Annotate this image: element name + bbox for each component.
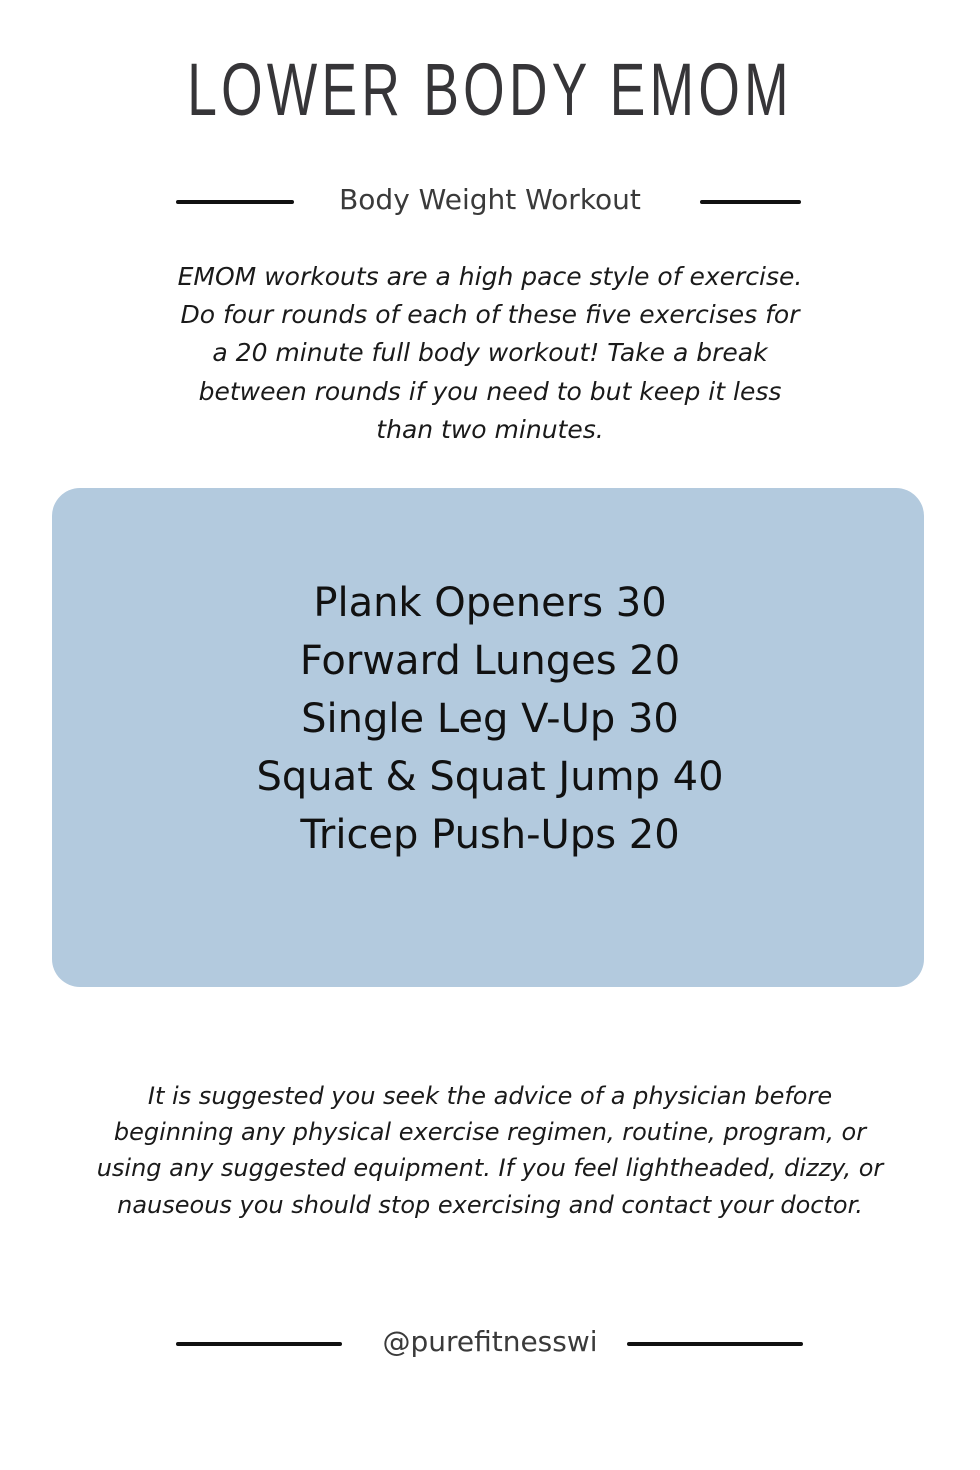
right-rule bbox=[627, 1342, 803, 1346]
exercise-item: Single Leg V-Up 30 bbox=[301, 696, 679, 742]
right-rule bbox=[700, 200, 801, 204]
exercise-item: Forward Lunges 20 bbox=[299, 638, 681, 684]
exercise-item: Plank Openers 30 bbox=[313, 580, 667, 626]
social-handle: @purefitnesswi bbox=[382, 1325, 598, 1358]
subtitle-divider bbox=[0, 180, 980, 220]
disclaimer-paragraph: It is suggested you seek the advice of a physician before beginning any physical exercise regimen, routine, program, or using any suggested equipment. If you feel lightheaded, dizzy, or nauseous you should stop exercising and contact your doctor. bbox=[96, 1082, 884, 1219]
exercise-item: Tricep Push-Ups 20 bbox=[300, 812, 680, 858]
exercise-item: Squat & Squat Jump 40 bbox=[256, 754, 724, 800]
footer-divider bbox=[0, 1322, 980, 1362]
exercise-list bbox=[0, 574, 980, 864]
intro-paragraph: EMOM workouts are a high pace style of exercise. Do four rounds of each of these five exercises for a 20 minute full body workout! Take a break between rounds if you need to but keep it less than two minutes. bbox=[177, 262, 803, 444]
page-title: LOWER BODY EMOM bbox=[187, 48, 793, 131]
subtitle: Body Weight Workout bbox=[339, 183, 641, 216]
